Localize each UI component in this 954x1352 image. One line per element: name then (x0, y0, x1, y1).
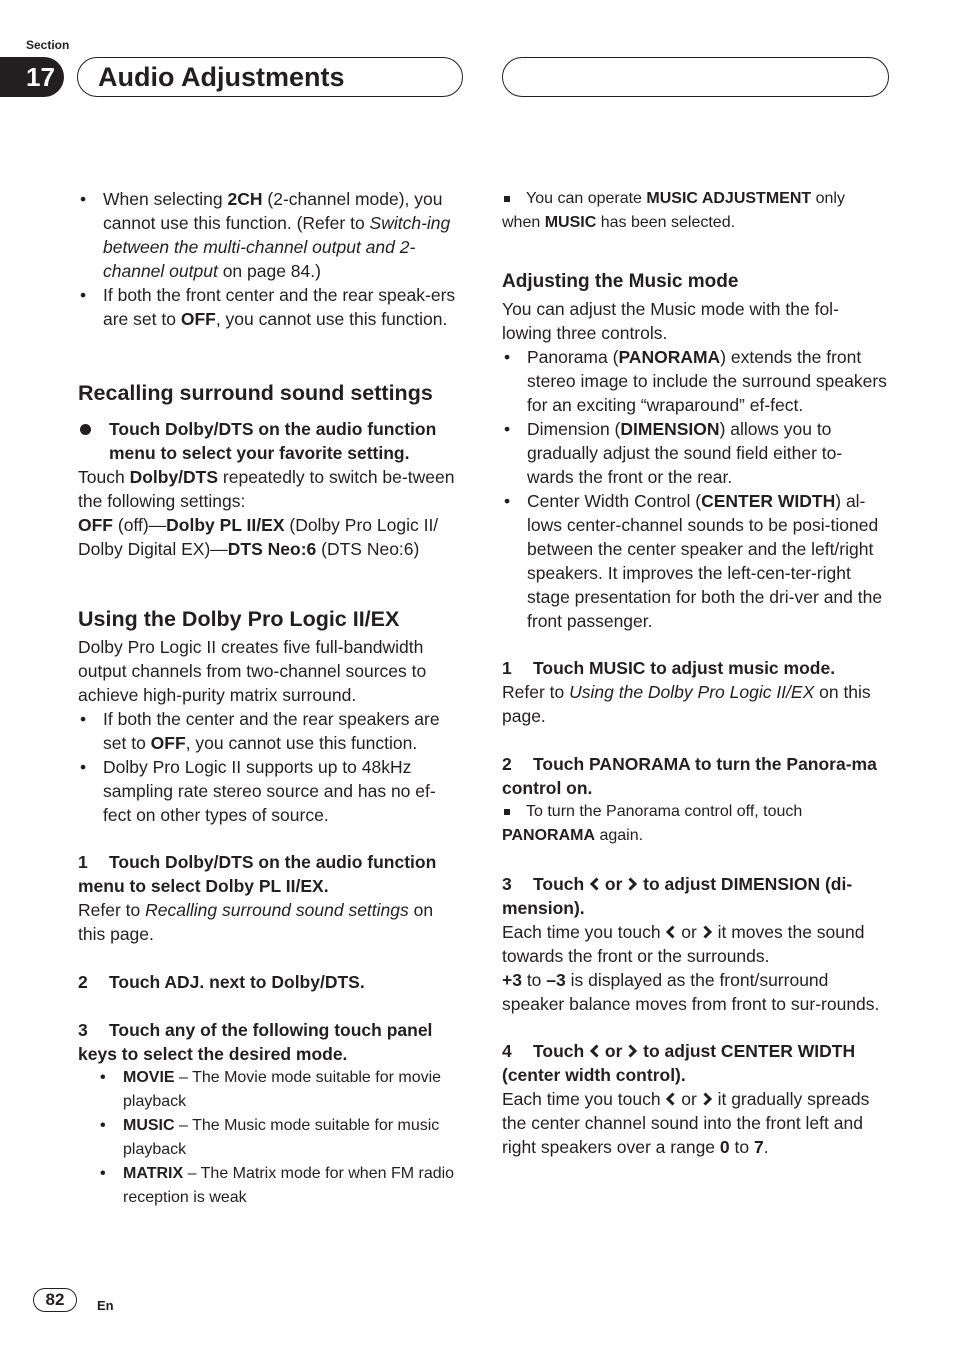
chevron-left-icon (589, 1044, 600, 1058)
dolby-bullet-2: • Dolby Pro Logic II supports up to 48kHz sampling rate stereo source and has no ef-fect on other types of source. (78, 755, 462, 827)
heading-adjusting-music: Adjusting the Music mode (502, 271, 739, 292)
music-intro: You can adjust the Music mode with the fol-lowing three controls. (502, 299, 839, 343)
dolby-bullet-1: • If both the center and the rear speakers are set to OFF, you cannot use this function. (78, 707, 462, 755)
panorama-off-note-cont: PANORAMA again. (502, 827, 644, 844)
recall-step: Touch Dolby/DTS on the audio function menu to select your favorite setting. (78, 417, 462, 465)
step-1-heading: 1 Touch Dolby/DTS on the audio function menu to select Dolby PL II/EX. (78, 852, 437, 896)
page-number: 82 (33, 1288, 77, 1312)
control-panorama: • Panorama (PANORAMA) extends the front stereo image to include the surround speakers for an exciting “wraparound” ef-fect. (502, 345, 888, 417)
recall-paragraph-1: Touch Dolby/DTS repeatedly to switch be-tween the following settings: (78, 467, 455, 511)
music-adjustment-note: You can operate MUSIC ADJUSTMENT only (502, 187, 888, 211)
music-step-4-heading: 4 Touch or to adjust CENTER WIDTH (center width control). (502, 1041, 856, 1085)
page-title: Audio Adjustments (98, 62, 345, 92)
chevron-right-icon (702, 925, 713, 939)
right-column (502, 187, 888, 1159)
music-step-3-heading: 3 Touch or to adjust DIMENSION (di-mension). (502, 874, 853, 918)
title-box (77, 57, 463, 97)
mode-music: • MUSIC – The Music mode suitable for music playback (78, 1114, 462, 1162)
chevron-left-icon (665, 1092, 676, 1106)
bullet-off-note: • If both the front center and the rear speak-ers are set to OFF, you cannot use this function. (78, 283, 462, 331)
chevron-left-icon (665, 925, 676, 939)
mode-movie: • MOVIE – The Movie mode suitable for movie playback (78, 1066, 462, 1114)
chevron-right-icon (627, 1044, 638, 1058)
music-adjustment-note-cont: when MUSIC has been selected. (502, 214, 736, 231)
music-step-2-heading: 2 Touch PANORAMA to turn the Panora-ma control on. (502, 754, 877, 798)
left-column (78, 187, 462, 1210)
title-box-empty (502, 57, 889, 97)
music-step-3-range: +3 to –3 is displayed as the front/surround speaker balance moves from front to sur-rounds. (502, 970, 880, 1014)
section-number-badge: 17 (0, 57, 64, 97)
section-label: Section (26, 38, 70, 52)
bullet-2ch-note: • When selecting 2CH (2-channel mode), you cannot use this function. (Refer to Switch-ing between the multi-channel output and 2-channel output on page 84.) (78, 187, 462, 283)
panorama-off-note: To turn the Panorama control off, touch (502, 800, 888, 824)
chevron-right-icon (702, 1092, 713, 1106)
chevron-left-icon (589, 877, 600, 891)
recall-paragraph-2: OFF (off)—Dolby PL II/EX (Dolby Pro Logic II/ Dolby Digital EX)—DTS Neo:6 (DTS Neo:6) (78, 515, 439, 559)
music-step-1-reference: Refer to Using the Dolby Pro Logic II/EX on this page. (502, 682, 871, 726)
control-dimension: • Dimension (DIMENSION) allows you to gradually adjust the sound field either to-wards the front or the rear. (502, 417, 888, 489)
bullet-dot-icon (80, 424, 91, 435)
chevron-right-icon (627, 877, 638, 891)
control-center-width: • Center Width Control (CENTER WIDTH) al-lows center-channel sounds to be posi-tioned between the center speaker and the left/right speakers. It improves the left-cen-ter-right stage presentation for both the dri-ver and the front passenger. (502, 489, 888, 633)
music-step-1-heading: 1 Touch MUSIC to adjust music mode. (502, 658, 836, 678)
mode-matrix: • MATRIX – The Matrix mode for when FM radio reception is weak (78, 1162, 462, 1210)
step-3-heading: 3 Touch any of the following touch panel keys to select the desired mode. (78, 1020, 433, 1064)
step-1-reference: Refer to Recalling surround sound settings on this page. (78, 900, 434, 944)
step-2-heading: 2 Touch ADJ. next to Dolby/DTS. (78, 972, 365, 992)
dolby-intro: Dolby Pro Logic II creates five full-bandwidth output channels from two-channel sources to achieve high-purity matrix surround. (78, 637, 427, 705)
heading-dolby-pro-logic: Using the Dolby Pro Logic II/EX (78, 607, 400, 631)
music-step-4-paragraph: Each time you touch or it gradually spreads the center channel sound into the front left and right speakers over a range 0 to 7. (502, 1089, 870, 1157)
music-step-3-paragraph: Each time you touch or it moves the sound towards the front or the surrounds. (502, 922, 865, 966)
language-code: En (97, 1298, 114, 1313)
heading-recalling-surround: Recalling surround sound settings (78, 381, 433, 405)
